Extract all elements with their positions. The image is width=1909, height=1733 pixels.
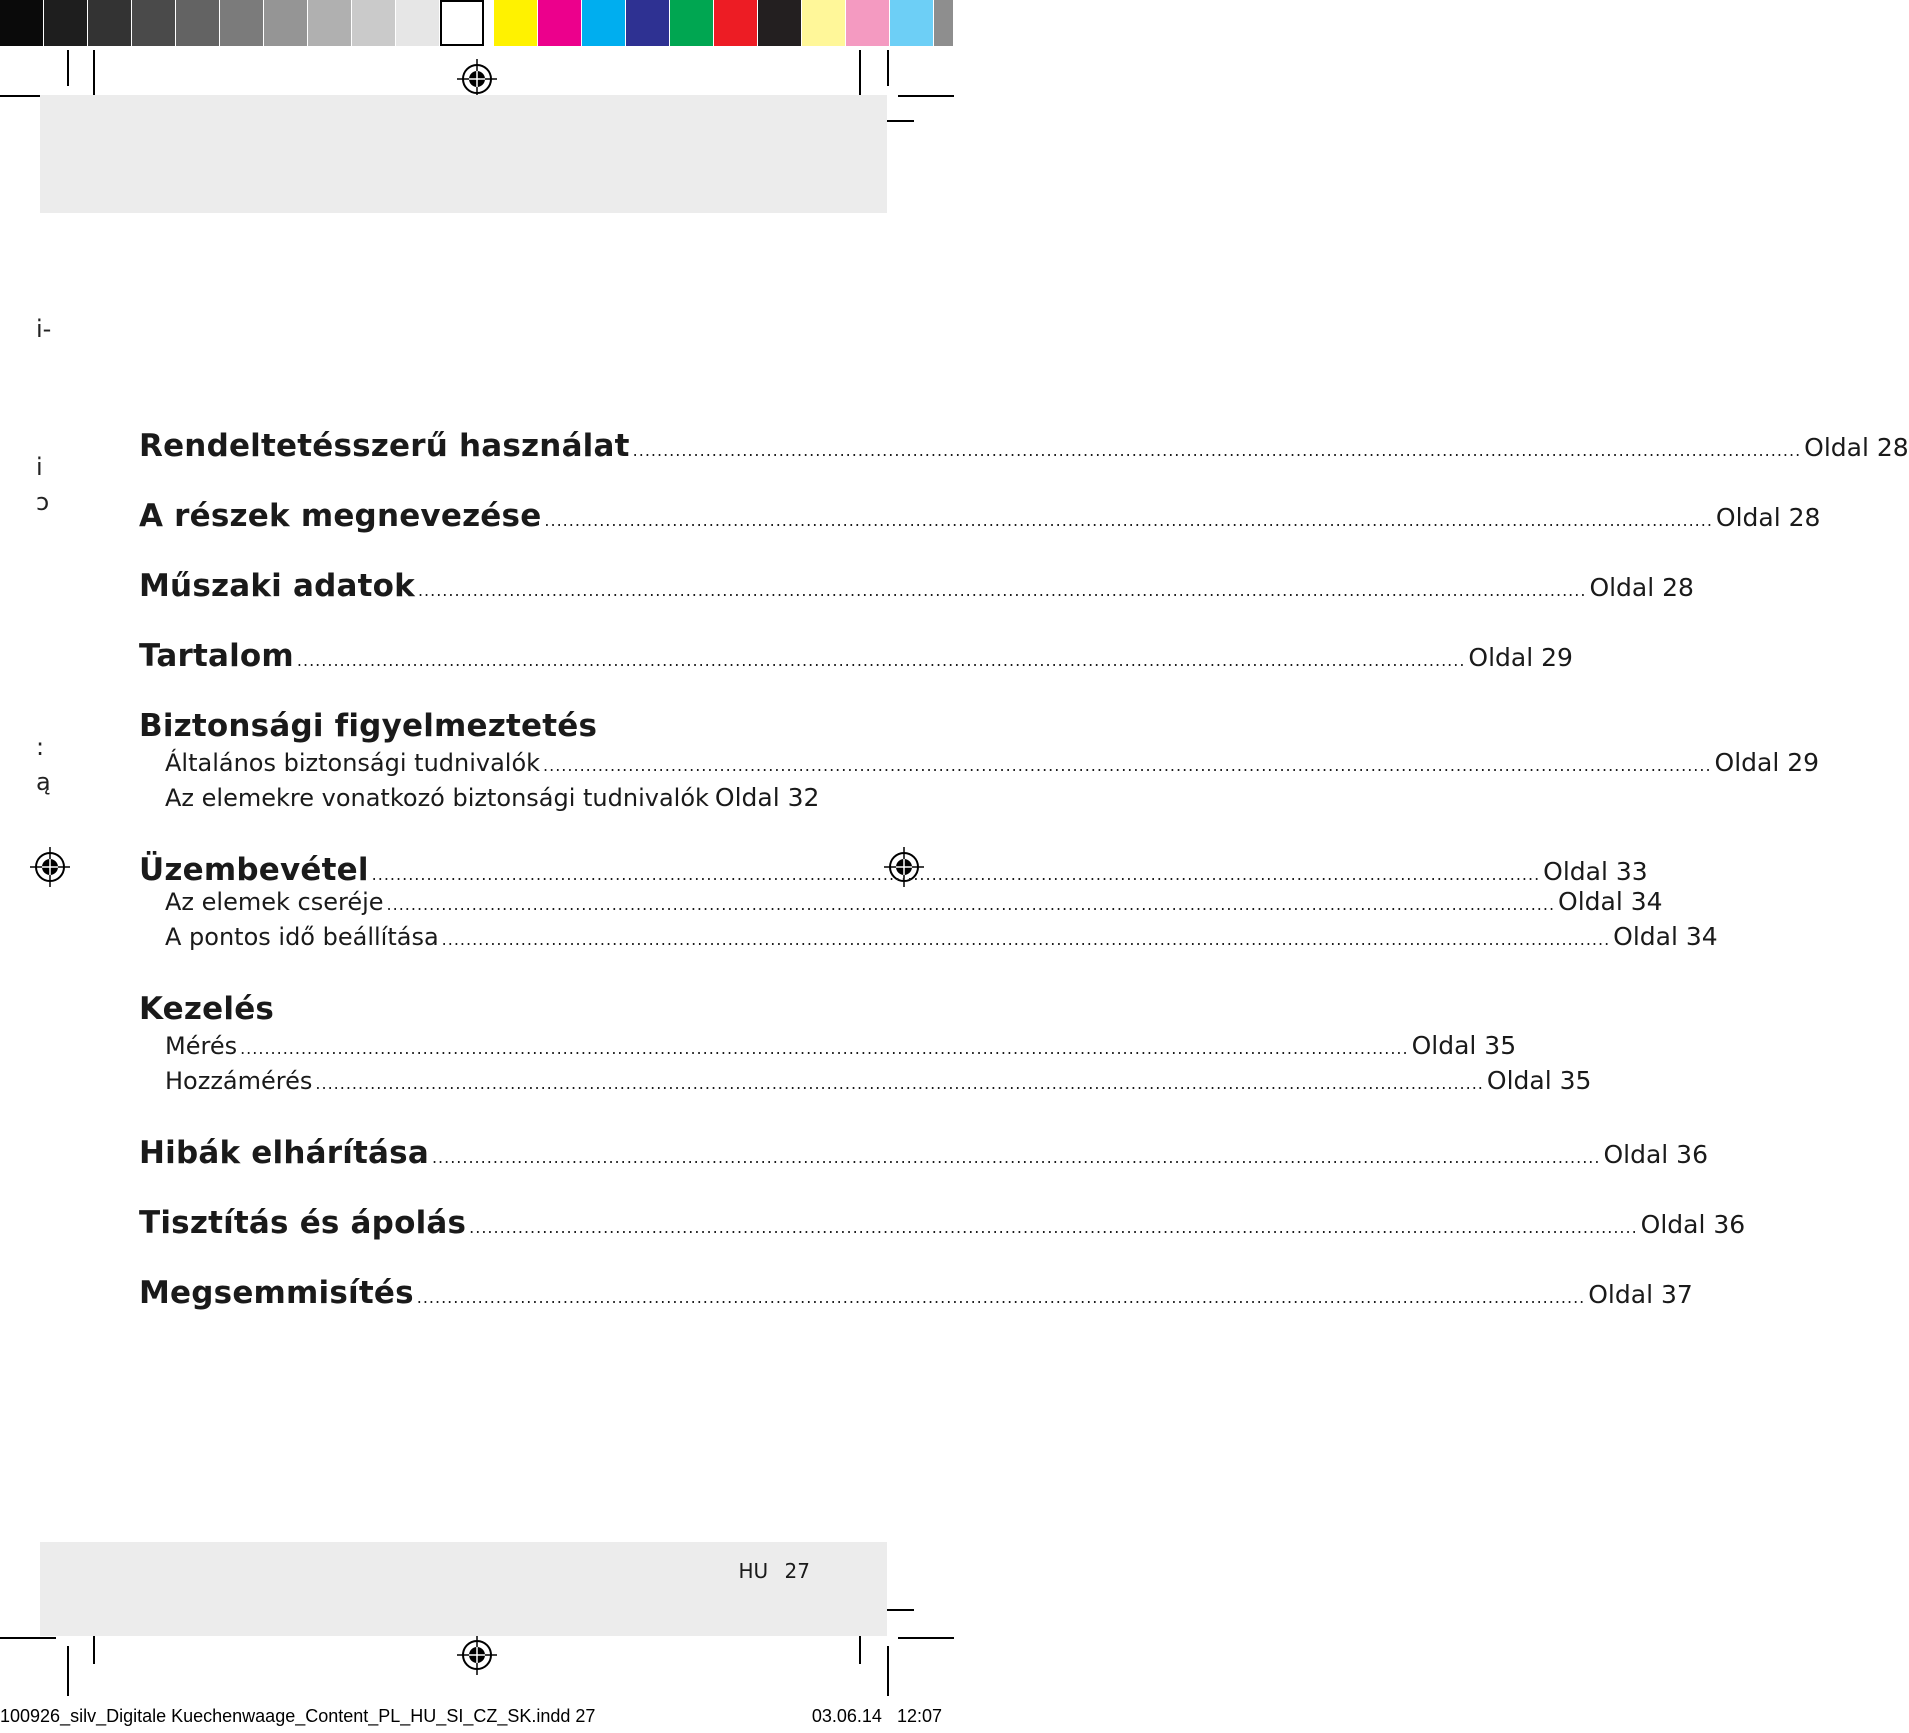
toc-page-ref: Oldal 34 xyxy=(1558,887,1663,916)
toc-page-ref: Oldal 34 xyxy=(1613,922,1718,951)
gray-swatch xyxy=(308,0,352,46)
dot-leader xyxy=(372,865,1541,884)
toc-page-ref: Oldal 37 xyxy=(1588,1280,1693,1309)
toc-entry-title: Megsemmisítés xyxy=(139,1275,414,1311)
dot-leader xyxy=(432,1148,1601,1167)
crop-mark xyxy=(0,1637,56,1639)
facing-page-fragment: ɔ xyxy=(36,488,50,516)
toc-entry[interactable] xyxy=(139,1205,1746,1275)
color-swatch xyxy=(538,0,582,46)
toc-entry-title: Biztonsági figyelmeztetés xyxy=(139,708,598,744)
crop-mark xyxy=(887,50,889,86)
toc-entry-title: Tartalom xyxy=(139,638,294,674)
facing-page-fragment: i- xyxy=(36,315,52,343)
slug-datetime xyxy=(812,1706,942,1727)
dot-leader xyxy=(544,511,1713,530)
gray-swatch xyxy=(44,0,88,46)
dot-leader xyxy=(469,1218,1638,1237)
color-calibration-strip xyxy=(0,0,954,46)
toc-subentry[interactable] xyxy=(139,922,1718,957)
toc-page-ref: Oldal 33 xyxy=(1543,857,1648,886)
facing-page-fragment: ą xyxy=(36,768,51,796)
dot-leader xyxy=(418,581,1587,600)
header-band xyxy=(40,95,887,213)
dot-leader xyxy=(315,1074,1484,1093)
color-swatch xyxy=(934,0,954,46)
toc-page-ref: Oldal 28 xyxy=(1804,433,1909,462)
grayscale-swatches xyxy=(0,0,484,46)
dot-leader xyxy=(442,930,1611,949)
gray-swatch xyxy=(264,0,308,46)
crop-mark xyxy=(898,1637,954,1639)
registration-mark-icon xyxy=(457,59,497,99)
toc-entry[interactable] xyxy=(139,568,1694,638)
dot-leader xyxy=(543,756,1712,775)
slug-time: 12:07 xyxy=(896,1706,942,1726)
toc-entry[interactable] xyxy=(139,428,1909,498)
toc-subentry[interactable] xyxy=(139,887,1663,922)
toc-entry[interactable] xyxy=(139,1135,1708,1205)
toc-entry[interactable] xyxy=(139,1275,1693,1345)
toc-entry-title: Hibák elhárítása xyxy=(139,1135,429,1171)
color-swatch xyxy=(802,0,846,46)
strip-gap xyxy=(484,0,494,46)
dot-leader xyxy=(417,1288,1586,1307)
crop-mark xyxy=(93,50,95,100)
facing-page-fragment: : xyxy=(36,733,45,761)
slug-date: 03.06.14 xyxy=(811,1706,882,1726)
crop-mark xyxy=(67,1646,69,1696)
gray-swatch xyxy=(0,0,44,46)
toc-subentry[interactable] xyxy=(139,1066,1592,1101)
toc-subentry-title: Hozzámérés xyxy=(165,1067,313,1095)
toc-page-ref: Oldal 36 xyxy=(1640,1210,1746,1239)
toc-subentry-title: A pontos idő beállítása xyxy=(165,923,439,951)
gray-swatch xyxy=(220,0,264,46)
color-swatch xyxy=(670,0,714,46)
toc-page-ref: Oldal 28 xyxy=(1589,573,1694,602)
toc-entry[interactable] xyxy=(139,498,1821,568)
toc-entry-title: Rendeltetésszerű használat xyxy=(139,428,630,464)
dot-leader xyxy=(297,651,1466,670)
color-swatch xyxy=(846,0,890,46)
gray-swatch xyxy=(176,0,220,46)
toc-section-heading[interactable] xyxy=(139,991,809,1031)
color-swatch xyxy=(890,0,934,46)
toc-page-ref: Oldal 35 xyxy=(1486,1066,1592,1095)
slug-filename: 100926_silv_Digitale Kuechenwaage_Content_PL_HU_SI_CZ_SK.indd 27 xyxy=(0,1706,596,1726)
registration-mark-icon xyxy=(457,1635,497,1675)
toc-entry[interactable] xyxy=(139,638,1573,708)
toc-entry-title: Kezelés xyxy=(139,991,275,1027)
toc-section-heading[interactable] xyxy=(139,708,809,748)
page-number: 27 xyxy=(784,1559,810,1583)
toc-subentry-title: Mérés xyxy=(165,1032,238,1060)
registration-mark-icon xyxy=(30,847,70,887)
toc-entry[interactable] xyxy=(139,852,1648,888)
color-swatch xyxy=(494,0,538,46)
crop-mark xyxy=(859,50,861,100)
color-swatch xyxy=(582,0,626,46)
crop-mark xyxy=(887,1646,889,1696)
crop-mark xyxy=(898,95,954,97)
language-code: HU xyxy=(738,1559,769,1583)
toc-subentry-title: Az elemek cseréje xyxy=(165,888,384,916)
crop-mark xyxy=(67,50,69,86)
color-swatches xyxy=(494,0,954,46)
color-swatch xyxy=(758,0,802,46)
gray-swatch xyxy=(396,0,440,46)
toc-entry-title: A részek megnevezése xyxy=(139,498,542,534)
page-number-footer xyxy=(739,1559,811,1583)
footer-band xyxy=(40,1542,887,1636)
color-swatch xyxy=(626,0,670,46)
gray-swatch xyxy=(352,0,396,46)
gray-swatch xyxy=(440,0,484,46)
gray-swatch xyxy=(132,0,176,46)
toc-page-ref: Oldal 29 xyxy=(1468,643,1573,672)
toc-page-ref: Oldal 35 xyxy=(1411,1031,1517,1060)
toc-subentry[interactable] xyxy=(139,1031,1517,1066)
table-of-contents xyxy=(139,428,1909,1345)
toc-entry-title: Üzembevétel xyxy=(139,852,369,888)
toc-subentry-title: Általános biztonsági tudnivalók xyxy=(165,749,541,777)
toc-page-ref: Oldal 32 xyxy=(714,783,820,812)
toc-page-ref: Oldal 36 xyxy=(1603,1140,1708,1169)
toc-page-ref: Oldal 29 xyxy=(1714,748,1820,777)
toc-entry-title: Tisztítás és ápolás xyxy=(139,1205,467,1241)
facing-page-fragment: i xyxy=(36,453,43,481)
toc-subentry[interactable] xyxy=(139,748,1820,783)
gray-swatch xyxy=(88,0,132,46)
toc-page-ref: Oldal 28 xyxy=(1715,503,1821,532)
dot-leader xyxy=(240,1039,1409,1058)
dot-leader xyxy=(387,895,1556,914)
color-swatch xyxy=(714,0,758,46)
toc-entry-title: Műszaki adatok xyxy=(139,568,415,604)
toc-subentry[interactable] xyxy=(139,783,820,818)
dot-leader xyxy=(633,441,1802,460)
toc-subentry-title: Az elemekre vonatkozó biztonsági tudnivalók xyxy=(165,784,709,812)
